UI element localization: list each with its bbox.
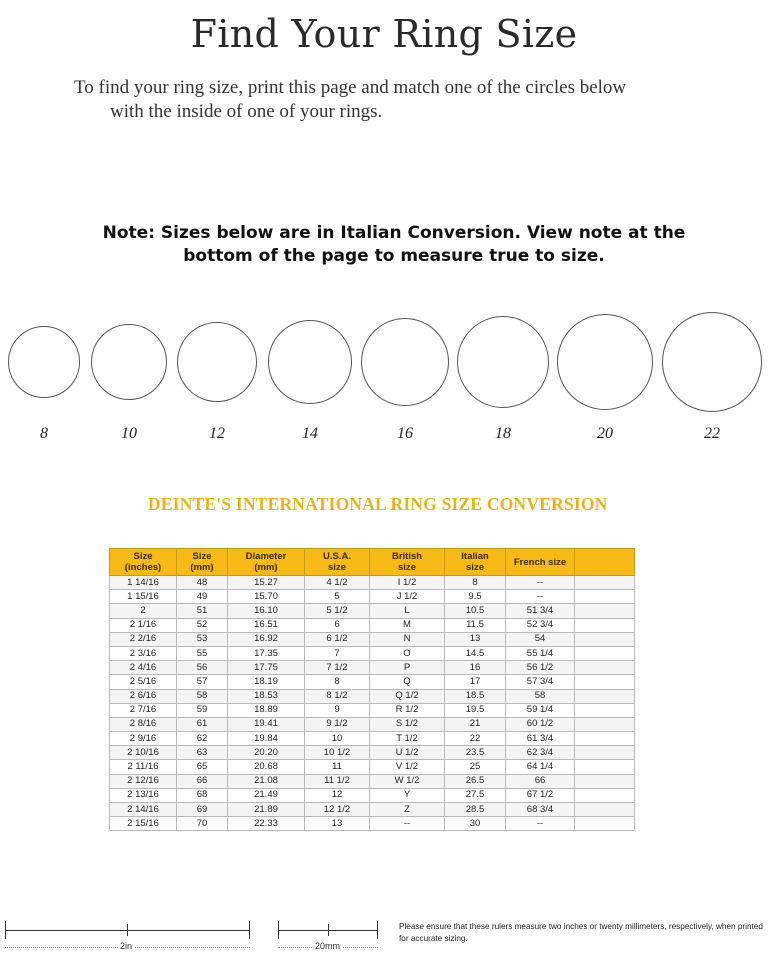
- table-cell: 12 1/2: [305, 803, 370, 817]
- ring-circle-size-18: [457, 316, 549, 408]
- table-cell: 6 1/2: [305, 632, 370, 646]
- table-cell: 4 1/2: [305, 576, 370, 590]
- conversion-chart-title: DEINTE'S INTERNATIONAL RING SIZE CONVERSION: [148, 494, 608, 514]
- table-cell: 17: [445, 675, 506, 689]
- column-header: [575, 549, 635, 576]
- intro-line-1: To find your ring size, print this page and match one of the circles below: [74, 77, 627, 98]
- table-cell: V 1/2: [370, 760, 445, 774]
- table-row: [110, 717, 635, 731]
- table-cell: T 1/2: [370, 732, 445, 746]
- ring-circle-size-8: [8, 326, 80, 398]
- column-header-line-2: size: [328, 562, 346, 573]
- table-cell: 19.41: [228, 717, 305, 731]
- column-header: [110, 549, 177, 576]
- table-row: [110, 760, 635, 774]
- column-header: [177, 549, 228, 576]
- table-cell: [575, 604, 635, 618]
- ring-circle-size-14: [268, 320, 352, 404]
- table-cell: 13: [445, 632, 506, 646]
- column-header: [305, 549, 370, 576]
- table-cell: 49: [177, 590, 228, 604]
- table-cell: 2 12/16: [110, 774, 177, 788]
- table-cell: [575, 632, 635, 646]
- column-header-line-1: Italian: [461, 551, 489, 562]
- table-cell: 8: [305, 675, 370, 689]
- ring-size-label: 18: [495, 425, 511, 442]
- table-cell: 2 8/16: [110, 717, 177, 731]
- table-cell: 6: [305, 618, 370, 632]
- table-row: [110, 703, 635, 717]
- ring-circle-size-12: [177, 322, 257, 402]
- table-cell: 25: [445, 760, 506, 774]
- table-cell: 8 1/2: [305, 689, 370, 703]
- table-cell: U 1/2: [370, 746, 445, 760]
- table-cell: 28.5: [445, 803, 506, 817]
- table-cell: 61 3/4: [506, 732, 575, 746]
- column-header-line-1: Size: [133, 551, 153, 562]
- table-cell: 65: [177, 760, 228, 774]
- table-cell: Q: [370, 675, 445, 689]
- table-cell: 52 3/4: [506, 618, 575, 632]
- table-cell: [575, 703, 635, 717]
- table-cell: 70: [177, 817, 228, 831]
- table-cell: 19.5: [445, 703, 506, 717]
- table-cell: 30: [445, 817, 506, 831]
- table-cell: 48: [177, 576, 228, 590]
- table-cell: 11 1/2: [305, 774, 370, 788]
- table-cell: 2 2/16: [110, 632, 177, 646]
- table-cell: 64 1/4: [506, 760, 575, 774]
- table-cell: 12: [305, 788, 370, 802]
- table-cell: 68 3/4: [506, 803, 575, 817]
- table-row: [110, 774, 635, 788]
- ring-circle-size-16: [361, 318, 449, 406]
- table-cell: N: [370, 632, 445, 646]
- table-cell: 2 11/16: [110, 760, 177, 774]
- table-cell: [575, 675, 635, 689]
- table-cell: 2: [110, 604, 177, 618]
- column-header: [506, 549, 575, 576]
- table-cell: I 1/2: [370, 576, 445, 590]
- table-cell: [575, 590, 635, 604]
- table-cell: 2 4/16: [110, 661, 177, 675]
- table-cell: 18.89: [228, 703, 305, 717]
- table-cell: L: [370, 604, 445, 618]
- table-row: [110, 590, 635, 604]
- table-cell: 19.84: [228, 732, 305, 746]
- table-cell: 8: [445, 576, 506, 590]
- column-header-line-1: British: [391, 551, 423, 562]
- table-cell: 57 3/4: [506, 675, 575, 689]
- table-cell: 2 15/16: [110, 817, 177, 831]
- table-cell: 7: [305, 646, 370, 660]
- table-cell: 13: [305, 817, 370, 831]
- inch-ruler-mid-tick: [127, 924, 128, 936]
- ring-size-label: 16: [397, 425, 413, 442]
- table-cell: 11: [305, 760, 370, 774]
- table-body: [110, 576, 635, 831]
- table-row: [110, 632, 635, 646]
- table-cell: 22: [445, 732, 506, 746]
- intro-line-2: with the inside of one of your rings.: [110, 101, 383, 122]
- table-cell: 5 1/2: [305, 604, 370, 618]
- table-cell: 10 1/2: [305, 746, 370, 760]
- table-cell: 2 5/16: [110, 675, 177, 689]
- table-cell: [575, 746, 635, 760]
- inch-ruler-label: 2in: [120, 941, 133, 951]
- table-cell: 62: [177, 732, 228, 746]
- table-cell: [575, 803, 635, 817]
- table-cell: 23.5: [445, 746, 506, 760]
- table-cell: 1 14/16: [110, 576, 177, 590]
- table-cell: 20.20: [228, 746, 305, 760]
- table-row: [110, 788, 635, 802]
- table-cell: 53: [177, 632, 228, 646]
- table-cell: 51 3/4: [506, 604, 575, 618]
- table-cell: Q 1/2: [370, 689, 445, 703]
- table-cell: 27.5: [445, 788, 506, 802]
- column-header-line-2: size: [466, 562, 484, 573]
- table-cell: 62 3/4: [506, 746, 575, 760]
- table-cell: 68: [177, 788, 228, 802]
- column-header-line-2: (inches): [124, 562, 162, 573]
- table-cell: O: [370, 646, 445, 660]
- table-cell: 22.33: [228, 817, 305, 831]
- table-cell: [575, 774, 635, 788]
- column-header-line-1: Size: [192, 551, 212, 562]
- note-line-1: Note: Sizes below are in Italian Conversion. View note at the: [102, 223, 686, 243]
- table-row: [110, 746, 635, 760]
- ruler-accuracy-note: Please ensure that these rulers measure two inches or twenty millimeters, respectively, when printed for accurate sizing.: [399, 922, 763, 943]
- table-cell: 7 1/2: [305, 661, 370, 675]
- table-cell: 55 1/4: [506, 646, 575, 660]
- table-cell: [575, 717, 635, 731]
- table-cell: 5: [305, 590, 370, 604]
- table-cell: J 1/2: [370, 590, 445, 604]
- table-cell: [575, 788, 635, 802]
- table-cell: 16.10: [228, 604, 305, 618]
- table-cell: 18.19: [228, 675, 305, 689]
- table-cell: 52: [177, 618, 228, 632]
- table-cell: 16.51: [228, 618, 305, 632]
- table-cell: 20.68: [228, 760, 305, 774]
- table-cell: --: [370, 817, 445, 831]
- page-title: Find Your Ring Size: [190, 12, 578, 56]
- ring-circle-size-22: [662, 312, 762, 412]
- table-row: [110, 732, 635, 746]
- table-cell: 17.75: [228, 661, 305, 675]
- table-cell: 16.92: [228, 632, 305, 646]
- mm-ruler-start-tick: [278, 921, 279, 939]
- table-cell: W 1/2: [370, 774, 445, 788]
- inch-ruler-end-tick: [249, 921, 250, 939]
- table-cell: 59 1/4: [506, 703, 575, 717]
- table-cell: 17.35: [228, 646, 305, 660]
- table-cell: 2 14/16: [110, 803, 177, 817]
- table-cell: 2 13/16: [110, 788, 177, 802]
- table-cell: 9.5: [445, 590, 506, 604]
- table-cell: 58: [506, 689, 575, 703]
- inch-ruler-start-tick: [5, 921, 6, 939]
- table-row: [110, 817, 635, 831]
- table-cell: 2 6/16: [110, 689, 177, 703]
- table-cell: 56: [177, 661, 228, 675]
- table-cell: --: [506, 576, 575, 590]
- ring-size-label: 8: [40, 425, 48, 442]
- table-cell: 16: [445, 661, 506, 675]
- table-cell: [575, 689, 635, 703]
- table-cell: 57: [177, 675, 228, 689]
- table-cell: 58: [177, 689, 228, 703]
- table-cell: 9 1/2: [305, 717, 370, 731]
- table-cell: 66: [506, 774, 575, 788]
- table-cell: Z: [370, 803, 445, 817]
- column-header-line-2: (mm): [190, 562, 214, 573]
- table-cell: 54: [506, 632, 575, 646]
- table-cell: 2 9/16: [110, 732, 177, 746]
- table-cell: [575, 817, 635, 831]
- table-row: [110, 803, 635, 817]
- ring-size-label: 22: [704, 425, 720, 442]
- mm-ruler-end-tick: [377, 921, 378, 939]
- column-header: [228, 549, 305, 576]
- column-header-line-2: (mm): [254, 562, 278, 573]
- table-cell: 2 1/16: [110, 618, 177, 632]
- table-cell: 2 3/16: [110, 646, 177, 660]
- table-cell: 66: [177, 774, 228, 788]
- table-cell: [575, 661, 635, 675]
- table-cell: 56 1/2: [506, 661, 575, 675]
- table-row: [110, 689, 635, 703]
- table-cell: 67 1/2: [506, 788, 575, 802]
- table-cell: 11.5: [445, 618, 506, 632]
- note-line-2: bottom of the page to measure true to size.: [183, 246, 605, 266]
- table-cell: [575, 646, 635, 660]
- intro-text: [74, 76, 694, 124]
- ring-size-label: 20: [597, 425, 613, 442]
- table-cell: Y: [370, 788, 445, 802]
- column-header: [370, 549, 445, 576]
- table-cell: 14.5: [445, 646, 506, 660]
- table-cell: 21.49: [228, 788, 305, 802]
- table-cell: 21: [445, 717, 506, 731]
- table-cell: 18.53: [228, 689, 305, 703]
- table-cell: 1 15/16: [110, 590, 177, 604]
- table-row: [110, 675, 635, 689]
- table-cell: 63: [177, 746, 228, 760]
- table-cell: 18.5: [445, 689, 506, 703]
- table-cell: 2 10/16: [110, 746, 177, 760]
- table-cell: 10: [305, 732, 370, 746]
- table-cell: S 1/2: [370, 717, 445, 731]
- table-row: [110, 661, 635, 675]
- mm-ruler-label: 20mm: [315, 941, 341, 951]
- column-header-line-1: U.S.A.: [323, 551, 351, 562]
- table-row: [110, 618, 635, 632]
- table-cell: 15.27: [228, 576, 305, 590]
- table-cell: P: [370, 661, 445, 675]
- table-cell: 61: [177, 717, 228, 731]
- column-header: [445, 549, 506, 576]
- ring-size-label: 10: [121, 425, 137, 442]
- ring-size-label: 14: [302, 425, 318, 442]
- column-header-line-1: French size: [513, 556, 567, 568]
- column-header-line-1: Diameter: [245, 551, 287, 562]
- italian-conversion-note: [0, 222, 768, 268]
- table-cell: --: [506, 590, 575, 604]
- table-cell: [575, 732, 635, 746]
- table-row: [110, 604, 635, 618]
- table-cell: 15.70: [228, 590, 305, 604]
- mm-ruler-mid-tick: [328, 924, 329, 936]
- table-cell: 2 7/16: [110, 703, 177, 717]
- table-cell: 26.5: [445, 774, 506, 788]
- table-row: [110, 576, 635, 590]
- table-cell: 60 1/2: [506, 717, 575, 731]
- ring-circle-size-20: [557, 314, 653, 410]
- table-cell: 55: [177, 646, 228, 660]
- ring-size-label: 12: [209, 425, 225, 442]
- column-header-line-2: size: [398, 562, 416, 573]
- table-cell: 69: [177, 803, 228, 817]
- table-cell: --: [506, 817, 575, 831]
- table-row: [110, 646, 635, 660]
- table-cell: 51: [177, 604, 228, 618]
- ring-size-conversion-table: [109, 548, 635, 831]
- table-cell: 9: [305, 703, 370, 717]
- table-cell: 10.5: [445, 604, 506, 618]
- table-cell: [575, 760, 635, 774]
- table-header-row: [110, 549, 635, 576]
- table-cell: 21.89: [228, 803, 305, 817]
- table-cell: [575, 618, 635, 632]
- table-cell: M: [370, 618, 445, 632]
- table-cell: 21.08: [228, 774, 305, 788]
- table-cell: [575, 576, 635, 590]
- ring-circle-size-10: [91, 324, 167, 400]
- table-cell: 59: [177, 703, 228, 717]
- table-cell: R 1/2: [370, 703, 445, 717]
